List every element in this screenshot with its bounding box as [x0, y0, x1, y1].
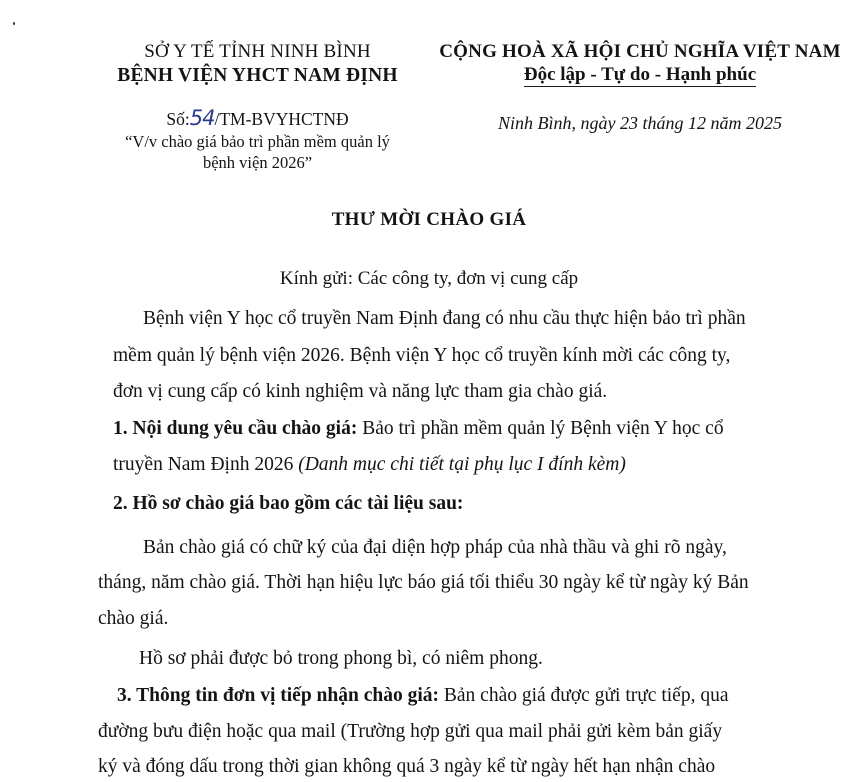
section-3-text-1: Bản chào giá được gửi trực tiếp, qua	[439, 685, 729, 706]
document-number-suffix: /TM-BVYHCTNĐ	[214, 109, 349, 129]
place-date: Ninh Bình, ngày 23 tháng 12 năm 2025	[498, 113, 782, 133]
document-number-prefix: Số:	[166, 109, 190, 129]
section-3-line-1	[117, 683, 728, 709]
section-1-text-1: Bảo trì phần mềm quản lý Bệnh viện Y học cổ	[357, 418, 724, 439]
national-header	[430, 40, 850, 87]
intro-line-3: đơn vị cung cấp có kinh nghiệm và năng lực tham gia chào giá.	[113, 381, 608, 402]
document-number	[60, 106, 455, 131]
document-subject	[60, 131, 455, 173]
subject-line-1: “V/v chào giá bảo trì phần mềm quản lý	[125, 132, 390, 151]
section-1-line-1	[113, 416, 724, 442]
section-2-para1-line-1: Bản chào giá có chữ ký của đại diện hợp pháp của nhà thầu và ghi rõ ngày,	[143, 537, 727, 558]
scan-speck	[13, 22, 15, 25]
handwritten-number: 54	[189, 106, 215, 130]
section-2-para1-line-3: chào giá.	[98, 608, 169, 629]
section-3-line-3: ký và đóng dấu trong thời gian không quá 3 ngày kể từ ngày hết hạn nhận chào	[98, 756, 716, 777]
section-1-line-2	[113, 452, 626, 478]
national-motto: Độc lập - Tự do - Hạnh phúc	[523, 64, 757, 85]
section-3-heading: 3. Thông tin đơn vị tiếp nhận chào giá:	[117, 685, 439, 706]
section-1-heading: 1. Nội dung yêu cầu chào giá:	[113, 418, 358, 439]
section-2-heading: 2. Hồ sơ chào giá bao gồm các tài liệu sau:	[113, 493, 464, 514]
section-2-para1-line-2: tháng, năm chào giá. Thời hạn hiệu lực báo giá tối thiểu 30 ngày kể từ ngày ký Bản	[98, 572, 749, 593]
section-3-line-2: đường bưu điện hoặc qua mail (Trường hợp gửi qua mail phải gửi kèm bản giấy	[98, 721, 723, 742]
intro-line-2: mềm quản lý bệnh viện 2026. Bệnh viện Y học cổ truyền kính mời các công ty,	[113, 345, 731, 366]
issuer-block	[60, 40, 455, 88]
subject-line-2: bệnh viện 2026”	[202, 153, 313, 172]
hospital-name: BỆNH VIỆN YHCT NAM ĐỊNH	[117, 65, 398, 86]
nation-name: CỘNG HOÀ XÃ HỘI CHỦ NGHĨA VIỆT NAM	[439, 41, 841, 62]
recipient-line: Kính gửi: Các công ty, đơn vị cung cấp	[279, 268, 579, 289]
section-2-para2: Hồ sơ phải được bỏ trong phong bì, có niêm phong.	[139, 648, 543, 669]
department-name: SỞ Y TẾ TỈNH NINH BÌNH	[144, 41, 371, 62]
section-1-note: (Danh mục chi tiết tại phụ lục I đính kèm)	[298, 454, 626, 475]
document-title: THƯ MỜI CHÀO GIÁ	[331, 209, 527, 230]
intro-line-1: Bệnh viện Y học cổ truyền Nam Định đang có nhu cầu thực hiện bảo trì phần	[143, 308, 746, 329]
section-1-text-2: truyền Nam Định 2026	[113, 454, 299, 475]
